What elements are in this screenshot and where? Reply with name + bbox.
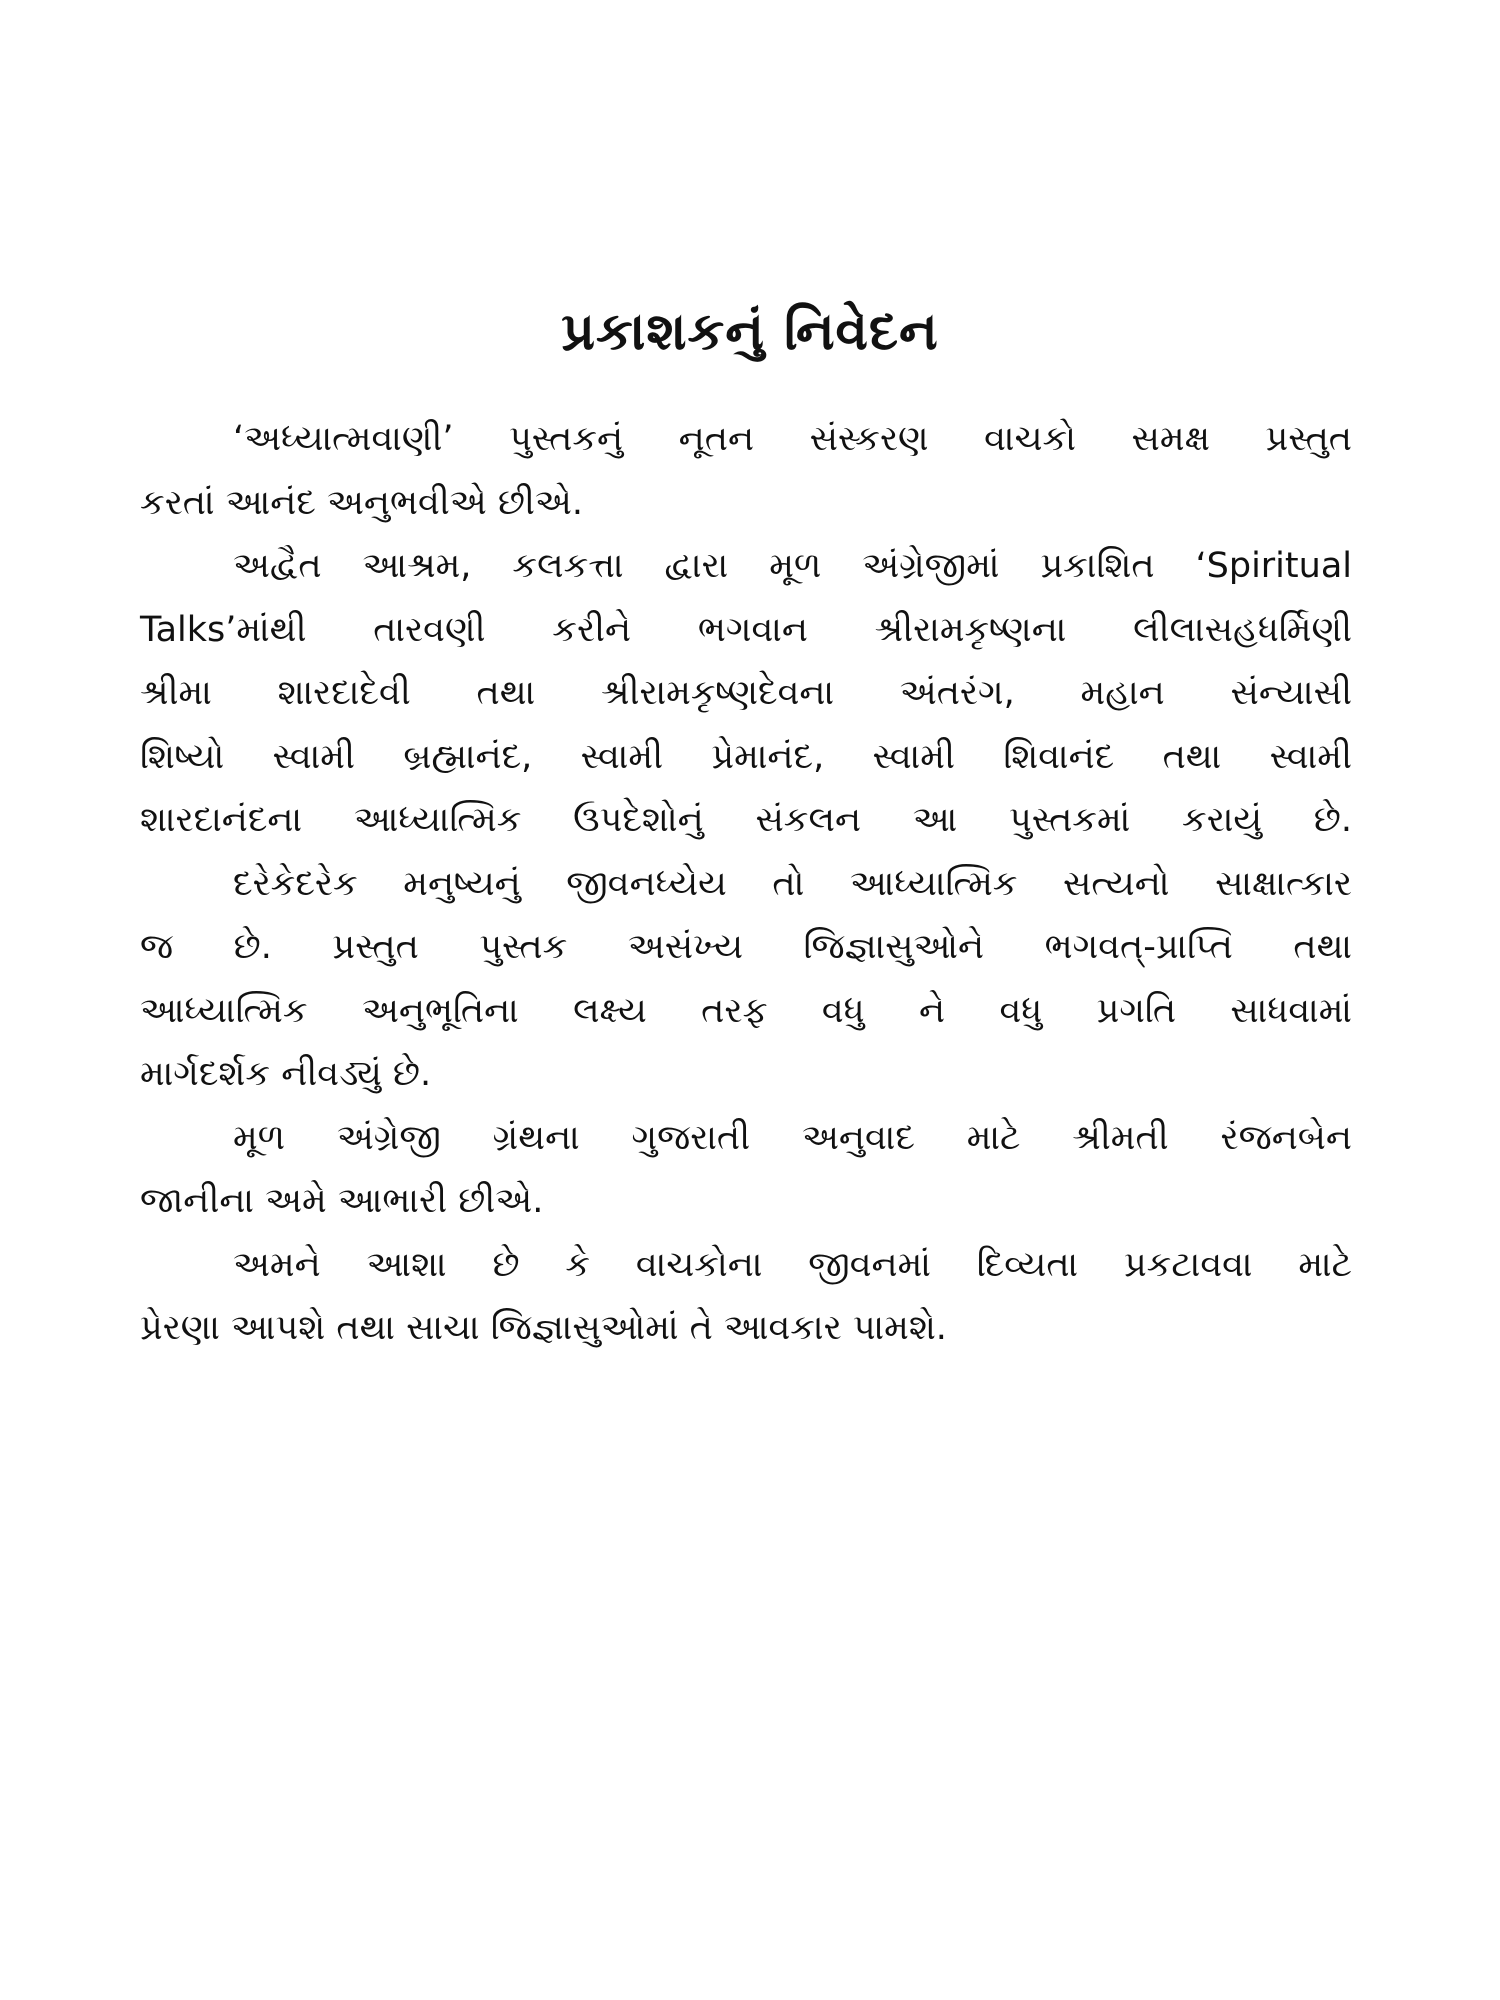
paragraph-1 xyxy=(140,408,1352,535)
paragraph-5 xyxy=(140,1234,1352,1361)
text-line: પ્રેરણા આપશે તથા સાચા જિજ્ઞાસુઓમાં તે આવકાર પામશે. xyxy=(140,1308,947,1348)
text-line: જાનીના અમે આભારી છીએ. xyxy=(140,1181,544,1221)
text-line: કરતાં આનંદ અનુભવીએ છીએ. xyxy=(140,482,583,523)
body-text xyxy=(140,408,1352,1361)
paragraph-3 xyxy=(140,853,1352,1107)
text-line: અદ્વૈત આશ્રમ, કલકત્તા દ્વારા મૂળ અંગ્રેજીમાં પ્રકાશિત ‘Spiritual xyxy=(233,546,1352,586)
text-line: અમને આશા છે કે વાચકોના જીવનમાં દિવ્યતા પ્રકટાવવા માટે xyxy=(233,1244,1352,1285)
text-line: મૂળ અંગ્રેજી ગ્રંથના ગુજરાતી અનુવાદ માટે શ્રીમતી રંજનબેન xyxy=(233,1117,1352,1158)
text-line: શ્રીમા શારદાદેવી તથા શ્રીરામકૃષ્ણદેવના અંતરંગ, મહાન સંન્યાસી xyxy=(140,673,1352,713)
paragraph-2 xyxy=(140,535,1352,853)
text-line: દરેકેદરેક મનુષ્યનું જીવનધ્યેય તો આધ્યાત્મિક સત્યનો સાક્ષાત્કાર xyxy=(233,863,1352,904)
paragraph-4 xyxy=(140,1107,1352,1234)
page-title: પ્રકાશકનું નિવેદન xyxy=(561,302,939,362)
text-line: જ છે. પ્રસ્તુત પુસ્તક અસંખ્ય જિજ્ઞાસુઓને ભગવત્-પ્રાપ્તિ તથા xyxy=(140,927,1352,967)
text-line: માર્ગદર્શક નીવડ્યું છે. xyxy=(140,1054,432,1094)
text-line: શારદાનંદના આધ્યાત્મિક ઉપદેશોનું સંકલન આ પુસ્તકમાં કરાયું છે. xyxy=(140,800,1352,840)
text-line: શિષ્યો સ્વામી બ્રહ્માનંદ, સ્વામી પ્રેમાનંદ, સ્વામી શિવાનંદ તથા સ્વામી xyxy=(140,736,1352,777)
text-line: ‘અધ્યાત્મવાણી’ પુસ્તકનું નૂતન સંસ્કરણ વાચકો સમક્ષ પ્રસ્તુત xyxy=(233,419,1352,459)
text-line: Talks’માંથી તારવણી કરીને ભગવાન શ્રીરામકૃષ્ણના લીલાસહધર્મિણી xyxy=(140,609,1352,650)
text-line: આધ્યાત્મિક અનુભૂતિના લક્ષ્ય તરફ વધુ ને વધુ પ્રગતિ સાધવામાં xyxy=(140,990,1352,1031)
